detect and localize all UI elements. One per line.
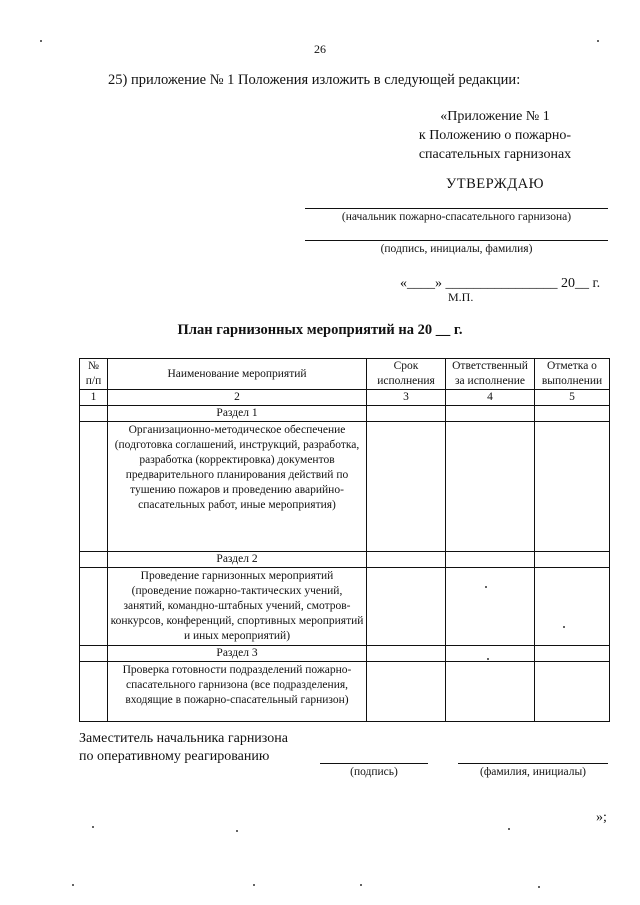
- empty-cell: [535, 568, 610, 646]
- empty-cell: [80, 646, 108, 662]
- section-row-2: [80, 552, 610, 568]
- scan-speck: [92, 826, 94, 828]
- col-number-4: 4: [446, 390, 535, 406]
- section-2-activity: Проведение гарнизонных мероприятий (проведение пожарно-тактических учений, занятий, командно-штабных учений, смотров-конкурсов, конференций, спортивных мероприятий и иных мероприятий): [108, 568, 367, 646]
- deputy-sign-line: [320, 763, 428, 764]
- col-header-mark: Отметка о выполнении: [535, 359, 610, 390]
- empty-cell: [367, 552, 446, 568]
- empty-cell: [535, 662, 610, 722]
- empty-cell: [535, 646, 610, 662]
- appendix-line-2: к Положению о пожарно-: [418, 128, 572, 143]
- scan-speck: [360, 884, 362, 886]
- scan-speck: [236, 830, 238, 832]
- empty-cell: [367, 662, 446, 722]
- signatory-line-1: Заместитель начальника гарнизона: [79, 731, 288, 746]
- scan-speck: [40, 40, 42, 42]
- scan-speck: [538, 886, 540, 888]
- col-number-5: 5: [535, 390, 610, 406]
- page-number: 26: [314, 42, 326, 56]
- scan-speck: [485, 586, 487, 588]
- empty-cell: [80, 422, 108, 552]
- section-1-activity: Организационно-методическое обеспечение (подготовка соглашений, инструкций, разработка, разработка (корректировка) документов предварительного планирования действий по тушению пожаров и проведению аварийно-спасательных работ, иные мероприятия): [108, 422, 367, 552]
- empty-cell: [80, 406, 108, 422]
- stamp-place: М.П.: [448, 290, 474, 304]
- col-header-number: № п/п: [80, 359, 108, 390]
- signature-line: [305, 240, 608, 241]
- empty-cell: [80, 662, 108, 722]
- empty-cell: [446, 646, 535, 662]
- empty-cell: [535, 552, 610, 568]
- empty-cell: [446, 662, 535, 722]
- appendix-line-3: спасательных гарнизонах: [418, 147, 572, 162]
- section-1-title: Раздел 1: [108, 406, 367, 422]
- section-2-title: Раздел 2: [108, 552, 367, 568]
- empty-cell: [367, 568, 446, 646]
- plan-title: План гарнизонных мероприятий на 20 __ г.: [177, 322, 463, 338]
- signature-caption: (подпись, инициалы, фамилия): [380, 243, 533, 255]
- approve-title: УТВЕРЖДАЮ: [446, 176, 544, 192]
- empty-cell: [80, 568, 108, 646]
- column-number-row: [80, 390, 610, 406]
- approver-line: [305, 208, 608, 209]
- empty-cell: [446, 422, 535, 552]
- scan-speck: [253, 884, 255, 886]
- deputy-name-caption: (фамилия, инициалы): [479, 766, 587, 778]
- section-3-title: Раздел 3: [108, 646, 367, 662]
- col-number-1: 1: [80, 390, 108, 406]
- signatory-title: [79, 730, 288, 766]
- section-row-3: [80, 646, 610, 662]
- appendix-heading: [400, 107, 590, 164]
- empty-cell: [535, 406, 610, 422]
- signatory-line-2: по оперативному реагированию: [79, 749, 270, 764]
- scan-speck: [597, 40, 599, 42]
- appendix-line-1: «Приложение № 1: [440, 109, 550, 124]
- col-number-2: 2: [108, 390, 367, 406]
- section-row-1: [80, 406, 610, 422]
- col-header-deadline: Срок исполнения: [367, 359, 446, 390]
- col-number-3: 3: [367, 390, 446, 406]
- intro-text: 25) приложение № 1 Положения изложить в следующей редакции:: [108, 72, 521, 88]
- deputy-sign-caption: (подпись): [350, 766, 398, 778]
- deputy-name-line: [458, 763, 608, 764]
- scan-speck: [508, 828, 510, 830]
- scan-speck: [563, 626, 565, 628]
- section-3-activity: Проверка готовности подразделений пожарно-спасательного гарнизона (все подразделения, входящие в пожарно-спасательный гарнизон): [108, 662, 367, 722]
- approver-caption: (начальник пожарно-спасательного гарнизона): [341, 211, 572, 223]
- empty-cell: [367, 646, 446, 662]
- empty-cell: [446, 406, 535, 422]
- scan-speck: [72, 884, 74, 886]
- empty-cell: [367, 406, 446, 422]
- col-header-responsible: Ответственный за исполнение: [446, 359, 535, 390]
- events-table: [79, 358, 610, 722]
- table-header-row: [80, 359, 610, 390]
- col-header-name: Наименование мероприятий: [108, 359, 367, 390]
- empty-cell: [80, 552, 108, 568]
- approval-date: «____» ________________ 20__ г.: [400, 276, 601, 291]
- closing-quote: »;: [596, 810, 607, 825]
- empty-cell: [446, 552, 535, 568]
- scan-speck: [487, 658, 489, 660]
- activity-row-2: [80, 568, 610, 646]
- empty-cell: [535, 422, 610, 552]
- activity-row-3: [80, 662, 610, 722]
- empty-cell: [367, 422, 446, 552]
- activity-row-1: [80, 422, 610, 552]
- empty-cell: [446, 568, 535, 646]
